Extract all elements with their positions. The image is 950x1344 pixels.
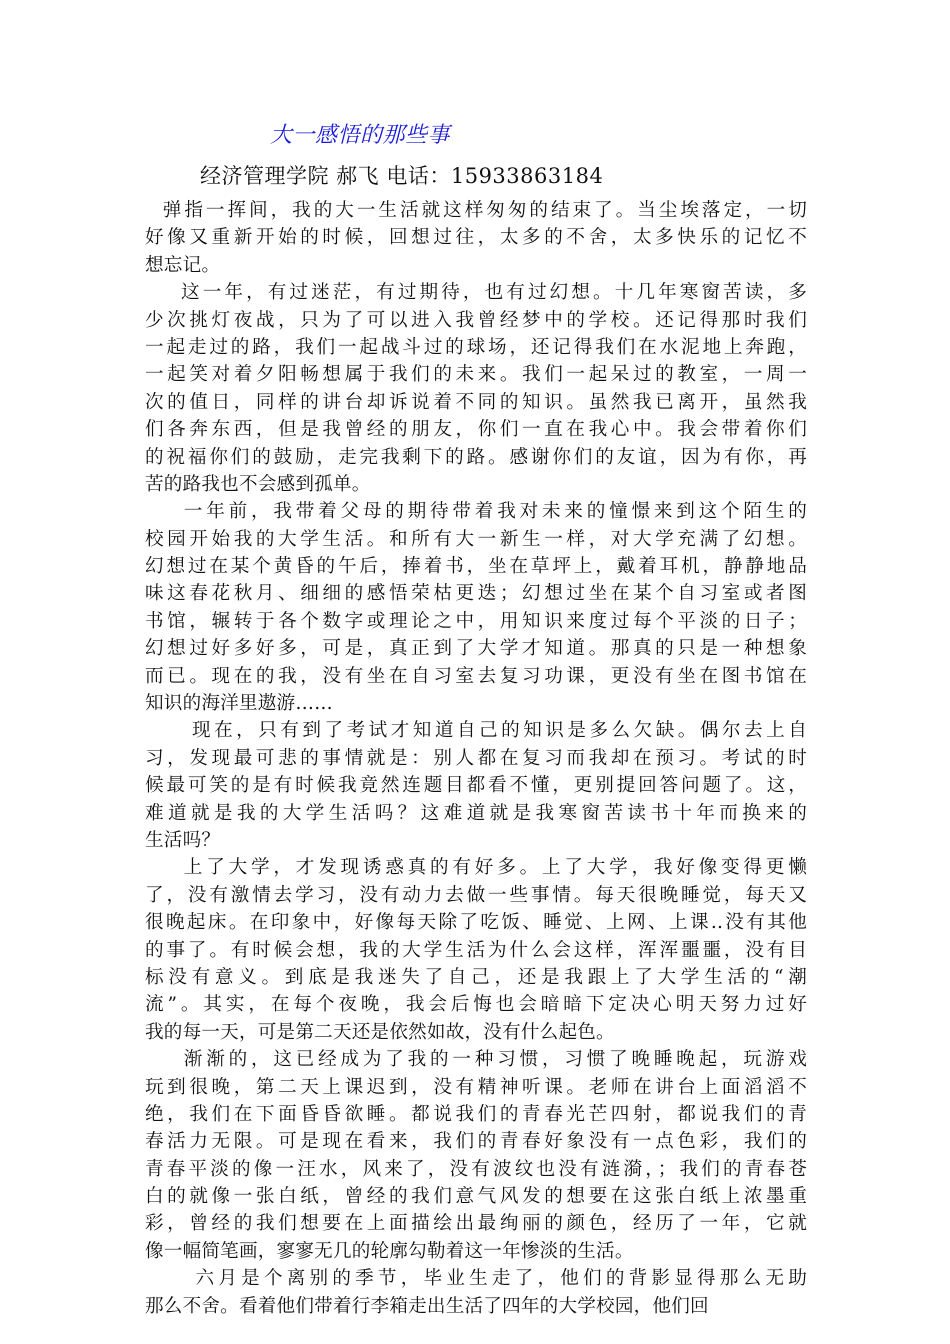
paragraph [145, 1265, 805, 1320]
paragraph [145, 498, 805, 717]
paragraph-line: 幻想过在某个黄昏的午后，捧着书，坐在草坪上，戴着耳机，静静地品 [145, 556, 807, 578]
paragraph-line: 生活吗？ [145, 829, 221, 851]
paragraph-line: 上了大学，才发现诱惑真的有好多。上了大学，我好像变得更懒 [145, 857, 807, 879]
paragraph-line: 一起走过的路，我们一起战斗过的球场，还记得我们在水泥地上奔跑， [145, 336, 807, 358]
paragraph [145, 197, 805, 279]
paragraph-line: 想忘记。 [145, 254, 221, 276]
paragraph-line: 很晚起床。在印象中，好像每天除了吃饭、睡觉、上网、上课..没有其他 [145, 912, 807, 934]
paragraph-line: 校园开始我的大学生活。和所有大一新生一样，对大学充满了幻想。 [145, 528, 807, 550]
paragraph-line: 好像又重新开始的时候，回想过往，太多的不舍，太多快乐的记忆不 [145, 227, 807, 249]
paragraph-line: 而已。现在的我，没有坐在自习室去复习功课，更没有坐在图书馆在 [145, 665, 807, 687]
paragraph-line: 青春平淡的像一汪水，风来了，没有波纹也没有涟漪，；我们的青春苍 [145, 1158, 807, 1180]
author-byline: 经济管理学院 郝飞 电话：15933863184 [200, 164, 604, 188]
paragraph [145, 717, 805, 854]
paragraph-line: 渐渐的，这已经成为了我的一种习惯，习惯了晚睡晚起，玩游戏 [145, 1049, 807, 1071]
paragraph-line: 弹指一挥间，我的大一生活就这样匆匆的结束了。当尘埃落定，一切 [145, 200, 807, 221]
paragraph-line: 习，发现最可悲的事情就是：别人都在复习而我却在预习。考试的时 [145, 747, 807, 769]
paragraph-line: 苦的路我也不会感到孤单。 [145, 473, 371, 495]
paragraph-line: 流”。其实，在每个夜晚，我会后悔也会暗暗下定决心明天努力过好 [145, 994, 807, 1016]
paragraph-line: 那么不舍。看着他们带着行李箱走出生活了四年的大学校园，他们回 [145, 1295, 709, 1317]
paragraph-line: 玩到很晚，第二天上课迟到，没有精神听课。老师在讲台上面滔滔不 [145, 1076, 807, 1098]
paragraph-line: 这一年，有过迷茫，有过期待，也有过幻想。十几年寒窗苦读，多 [145, 282, 807, 304]
paragraph-line: 像一幅简笔画，寥寥无几的轮廓勾勒着这一年惨淡的生活。 [145, 1240, 634, 1262]
document-title: 大一感悟的那些事 [270, 123, 451, 148]
paragraph-line: 一年前，我带着父母的期待带着我对未来的憧憬来到这个陌生的 [145, 501, 807, 523]
paragraph-line: 的祝福你们的鼓励，走完我剩下的路。感谢你们的友谊，因为有你，再 [145, 446, 807, 468]
paragraph-line: 我的每一天，可是第二天还是依然如故，没有什么起色。 [145, 1021, 615, 1043]
paragraph-line: 六月是个离别的季节，毕业生走了，他们的背影显得那么无助 [145, 1268, 807, 1290]
paragraph-line: 味这春花秋月、细细的感悟荣枯更迭；幻想过坐在某个自习室或者图 [145, 583, 807, 605]
paragraph-line: 次的值日，同样的讲台却诉说着不同的知识。虽然我已离开，虽然我 [145, 391, 807, 413]
document-body [145, 197, 805, 1320]
paragraph-line: 了，没有激情去学习，没有动力去做一些事情。每天很晚睡觉，每天又 [145, 884, 807, 906]
paragraph-line: 候最可笑的是有时候我竟然连题目都看不懂，更别提回答问题了。这， [145, 775, 807, 797]
paragraph-line: 标没有意义。到底是我迷失了自己，还是我跟上了大学生活的“潮 [145, 966, 807, 988]
paragraph [145, 1046, 805, 1265]
paragraph-line: 们各奔东西，但是我曾经的朋友，你们一直在我心中。我会带着你们 [145, 419, 807, 441]
paragraph-line: 的事了。有时候会想，我的大学生活为什么会这样，浑浑噩噩，没有目 [145, 939, 807, 961]
paragraph [145, 854, 805, 1046]
paragraph-line: 白的就像一张白纸，曾经的我们意气风发的想要在这张白纸上浓墨重 [145, 1186, 807, 1208]
paragraph-line: 一起笑对着夕阳畅想属于我们的未来。我们一起呆过的教室，一周一 [145, 364, 807, 386]
paragraph-line: 少次挑灯夜战，只为了可以进入我曾经梦中的学校。还记得那时我们 [145, 309, 807, 331]
paragraph [145, 279, 805, 498]
paragraph-line: 现在，只有到了考试才知道自己的知识是多么欠缺。偶尔去上自 [145, 720, 807, 742]
paragraph-line: 知识的海洋里遨游…… [145, 693, 333, 715]
paragraph-line: 幻想过好多好多，可是，真正到了大学才知道。那真的只是一种想象 [145, 638, 807, 660]
paragraph-line: 春活力无限。可是现在看来，我们的青春好象没有一点色彩，我们的 [145, 1131, 807, 1153]
paragraph-line: 彩，曾经的我们想要在上面描绘出最绚丽的颜色，经历了一年，它就 [145, 1213, 807, 1235]
paragraph-line: 书馆，辗转于各个数字或理论之中，用知识来度过每个平淡的日子； [145, 610, 807, 632]
paragraph-line: 绝，我们在下面昏昏欲睡。都说我们的青春光芒四射，都说我们的青 [145, 1103, 807, 1125]
paragraph-line: 难道就是我的大学生活吗？这难道就是我寒窗苦读书十年而换来的 [145, 802, 807, 824]
